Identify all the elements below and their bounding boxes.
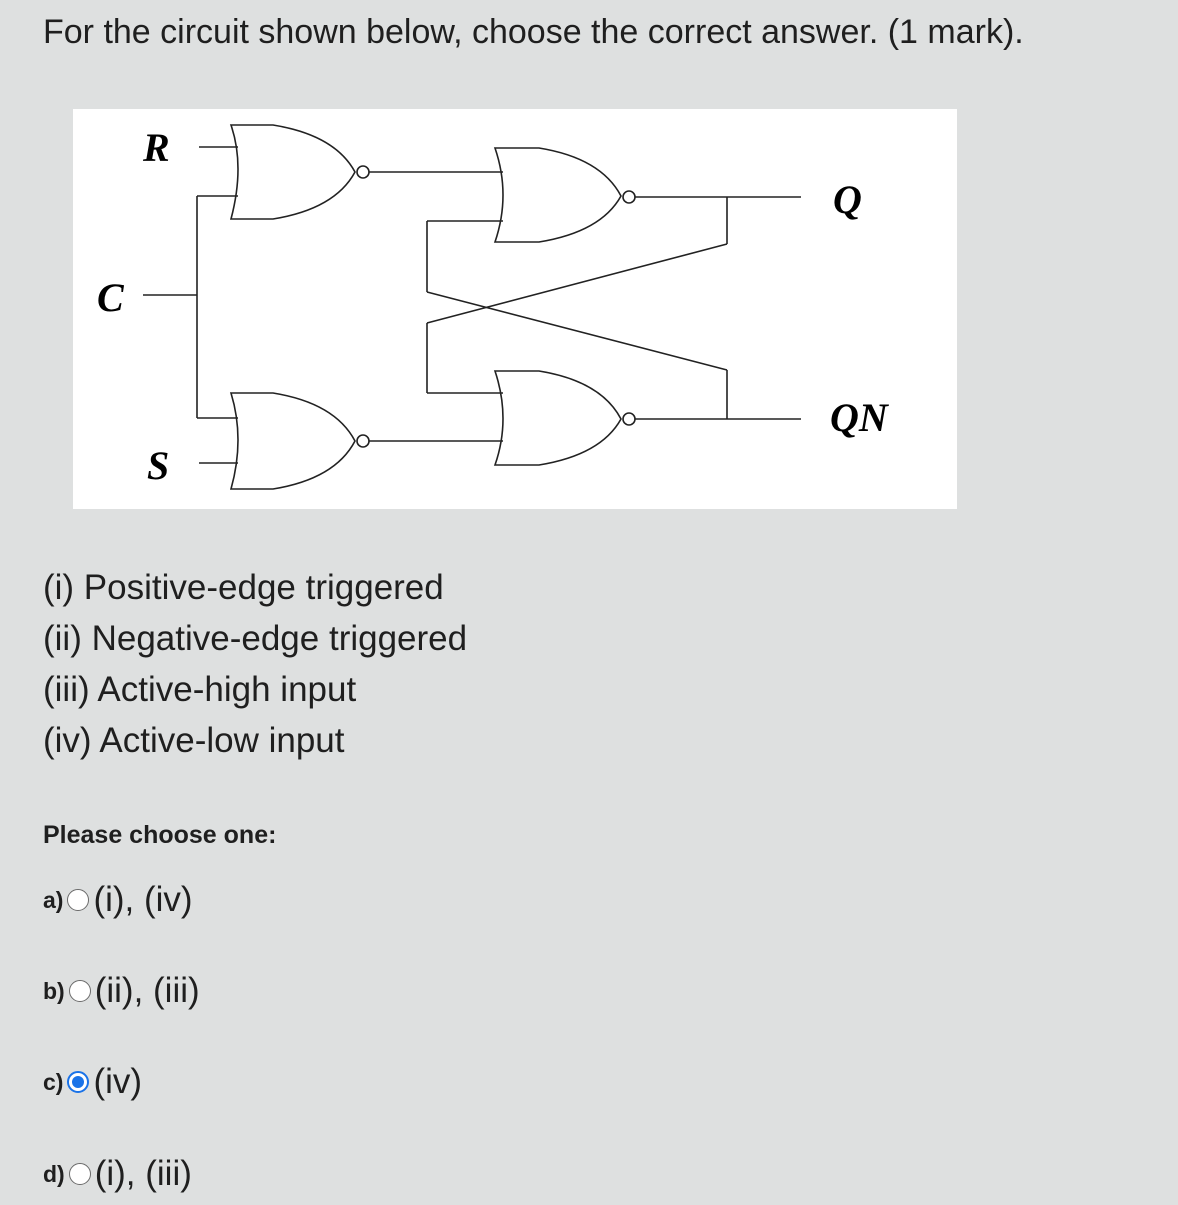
option-a[interactable]	[43, 878, 193, 922]
nor-gate-1-bubble	[357, 166, 369, 178]
option-b[interactable]	[43, 969, 200, 1013]
nor-gate-3-bubble	[623, 191, 635, 203]
option-letter: a)	[43, 886, 64, 913]
circuit-diagram	[73, 109, 957, 509]
option-label[interactable]: (iv)	[93, 1062, 143, 1101]
label-r: R	[143, 125, 170, 170]
label-qn: QN	[830, 395, 888, 440]
option-letter: c)	[43, 1068, 64, 1095]
label-q: Q	[833, 177, 862, 222]
nor-gate-3	[495, 148, 621, 242]
option-c[interactable]	[43, 1060, 142, 1104]
nor-gate-2	[231, 393, 355, 489]
choose-prompt: Please choose one:	[43, 821, 277, 849]
circuit-svg	[73, 109, 957, 509]
label-c: C	[97, 275, 124, 320]
statement-item: (ii) Negative-edge triggered	[43, 619, 468, 658]
label-s: S	[147, 443, 170, 488]
radio-button[interactable]	[69, 1163, 91, 1185]
option-d[interactable]	[43, 1152, 192, 1196]
nor-gate-1	[231, 125, 355, 219]
statement-item: (iii) Active-high input	[43, 670, 357, 709]
statement-item: (i) Positive-edge triggered	[43, 568, 444, 607]
option-label[interactable]: (i), (iii)	[94, 1154, 192, 1193]
radio-button[interactable]	[69, 980, 91, 1002]
statement-item: (iv) Active-low input	[43, 721, 345, 760]
radio-button[interactable]	[67, 889, 89, 911]
option-letter: b)	[43, 977, 65, 1004]
nor-gate-2-bubble	[357, 435, 369, 447]
radio-button-selected[interactable]	[67, 1071, 89, 1093]
option-letter: d)	[43, 1160, 65, 1187]
statement-list	[43, 562, 467, 766]
question-text: For the circuit shown below, choose the correct answer. (1 mark).	[43, 13, 1024, 51]
nor-gate-4-bubble	[623, 413, 635, 425]
nor-gate-4	[495, 371, 621, 465]
option-label[interactable]: (ii), (iii)	[94, 971, 200, 1010]
option-label[interactable]: (i), (iv)	[93, 880, 193, 919]
